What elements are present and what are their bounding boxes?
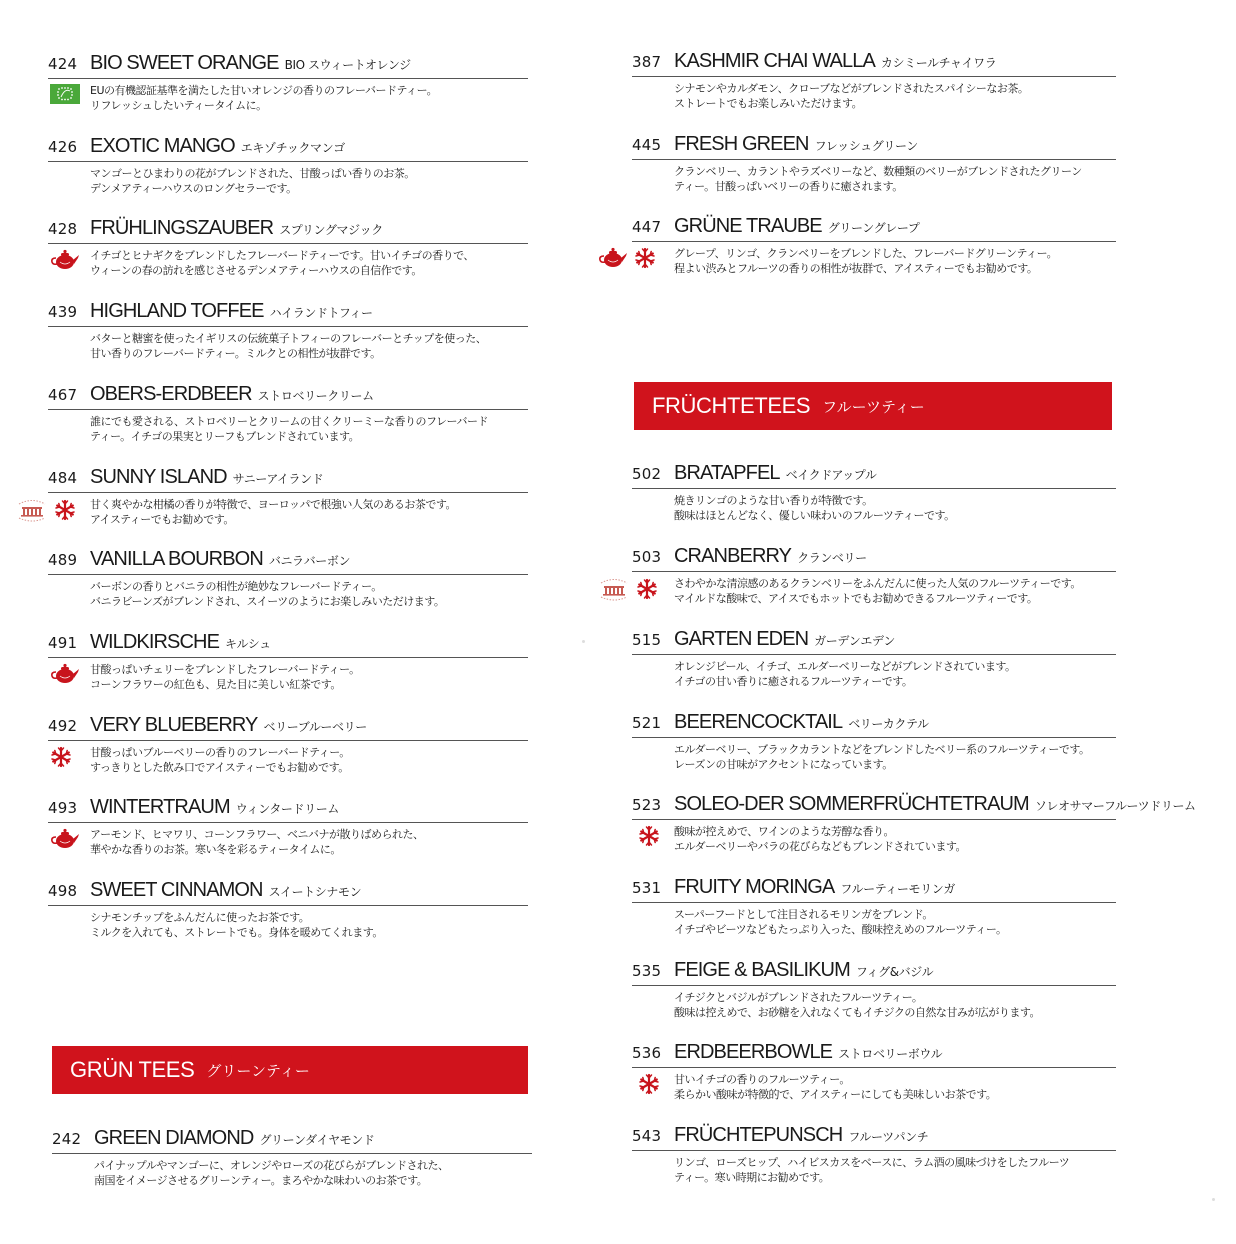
description-line: マンゴーとひまわりの花がブレンドされた、甘酸っぱい香りのお茶。 [90, 167, 415, 180]
product-description [632, 493, 1116, 523]
tea-entry-exotic-mango [48, 135, 528, 196]
description-line: イチゴやビーツなどもたっぷり入った、酸味控えめのフルーツティー。 [674, 923, 1007, 936]
description-line: 酸味はほとんどなく、優しい味わいのフルーツティーです。 [674, 509, 955, 522]
snowflake-icon [638, 1073, 660, 1095]
schonbrunn-seal-icon [16, 498, 48, 522]
description-line: 甘酸っぱいブルーベリーの香りのフレーバードティー。 [90, 746, 350, 759]
product-number: 491 [48, 634, 78, 652]
product-name-jp: サニーアイランド [232, 472, 324, 486]
tea-entry-erdbeerbowle [632, 1041, 1116, 1102]
tea-entry-kashmir-chai-walla [632, 50, 1116, 111]
description-line: ストレートでもお楽しみいただけます。 [674, 97, 863, 110]
description-line: オレンジピール、イチゴ、エルダーベリーなどがブレンドされています。 [674, 660, 1016, 673]
tea-entry-bratapfel [632, 462, 1116, 523]
product-description [48, 414, 528, 444]
entry-header [632, 876, 1116, 903]
product-number: 493 [48, 799, 78, 817]
description-line: バターと糖蜜を使ったイギリスの伝統菓子トフィーのフレーバーとチップを使った、 [90, 332, 487, 345]
snowflake-icon [54, 499, 76, 521]
product-name: EXOTIC MANGO [90, 135, 235, 157]
tea-entry-fruity-moringa [632, 876, 1116, 937]
description-line: 程よい渋みとフルーツの香りの相性が抜群で、アイスティーでもお勧めです。 [674, 262, 1038, 275]
product-name: GARTEN EDEN [674, 628, 809, 650]
product-name: GRÜNE TRAUBE [674, 215, 822, 237]
description-line: さわやかな清涼感のあるクランベリーをふんだんに使った人気のフルーツティーです。 [674, 577, 1081, 590]
description-line: 甘いイチゴの香りのフルーツティー。 [674, 1073, 850, 1086]
description-line: アーモンド、ヒマワリ、コーンフラワー、ベニバナが散りばめられた、 [90, 828, 424, 841]
product-icons [598, 247, 656, 269]
description-line: クランベリー、カラントやラズベリーなど、数種類のベリーがブレンドされたグリーン [674, 165, 1082, 178]
description-line: ウィーンの春の訪れを感じさせるデンメアティーハウスの自信作です。 [90, 264, 422, 277]
description-line: イチジクとバジルがブレンドされたフルーツティー。 [674, 991, 923, 1004]
entry-header [48, 135, 528, 162]
description-line: パイナップルやマンゴーに、オレンジやローズの花びらがブレンドされた、 [94, 1159, 449, 1172]
description-line: レーズンの甘味がアクセントになっています。 [674, 758, 893, 771]
product-name: FRUITY MORINGA [674, 876, 835, 898]
product-name-jp: ストロベリーボウル [838, 1047, 943, 1061]
product-number: 523 [632, 796, 662, 814]
teapot-icon [50, 249, 80, 271]
product-description [632, 164, 1116, 194]
snowflake-icon [634, 247, 656, 269]
product-number: 515 [632, 631, 662, 649]
product-name: FRÜCHTEPUNSCH [674, 1124, 843, 1146]
description-line: 酸味は控えめで、お砂糖を入れなくてもイチジクの自然な甘みが広がります。 [674, 1006, 1040, 1019]
description-line: バニラビーンズがブレンドされ、スイーツのようにお楽しみいただけます。 [90, 595, 445, 608]
scan-speck [1212, 1198, 1215, 1201]
product-icons [50, 828, 80, 850]
description-line: シナモンチップをふんだんに使ったお茶です。 [90, 911, 310, 924]
description-line: コーンフラワーの紅色も、見た目に美しい紅茶です。 [90, 678, 341, 691]
product-number: 498 [48, 882, 78, 900]
tea-entry-gr-ne-traube [632, 215, 1116, 276]
product-number: 467 [48, 386, 78, 404]
product-number: 447 [632, 218, 662, 236]
description-line: 華やかな香りのお茶。寒い冬を彩るティータイムに。 [90, 843, 341, 856]
entry-header [632, 50, 1116, 77]
product-description [48, 331, 528, 361]
tea-entry-wildkirsche [48, 631, 528, 692]
product-name-jp: ベリーカクテル [848, 717, 929, 731]
description-line: 甘酸っぱいチェリーをブレンドしたフレーバードティー。 [90, 663, 360, 676]
product-name: VANILLA BOURBON [90, 548, 263, 570]
entry-header [48, 714, 528, 741]
product-name: BEERENCOCKTAIL [674, 711, 843, 733]
tea-entry-beerencocktail [632, 711, 1116, 772]
product-name-jp: ハイランドトフィー [269, 306, 373, 320]
description-line: アイスティーでもお勧めです。 [90, 513, 234, 526]
entry-header [48, 300, 528, 327]
description-line: イチゴの甘い香りに癒されるフルーツティーです。 [674, 675, 913, 688]
tea-entry-obers-erdbeer [48, 383, 528, 444]
description-line: 南国をイメージさせるグリーンティー。まろやかな味わいのお茶です。 [94, 1174, 428, 1187]
product-name: FEIGE & BASILIKUM [674, 959, 850, 981]
section-banner-fruit-teas [634, 382, 1112, 430]
product-description [632, 742, 1116, 772]
product-description [48, 497, 528, 527]
description-line: 焼きリンゴのような甘い香りが特徴です。 [674, 494, 873, 507]
teapot-icon [50, 828, 80, 850]
product-description [48, 745, 528, 775]
product-description [632, 659, 1116, 689]
product-number: 484 [48, 469, 78, 487]
product-number: 426 [48, 138, 78, 156]
product-name: HIGHLAND TOFFEE [90, 300, 264, 322]
description-line: 甘く爽やかな柑橘の香りが特徴で、ヨーロッパで根強い人気のあるお茶です。 [90, 498, 456, 511]
product-description [48, 248, 528, 278]
tea-entry-sweet-cinnamon [48, 879, 528, 940]
product-icons [16, 498, 76, 522]
product-name: FRESH GREEN [674, 133, 809, 155]
product-name-jp: フレッシュグリーン [814, 139, 918, 153]
tea-entry-garten-eden [632, 628, 1116, 689]
product-name-jp: ウィンタードリーム [235, 802, 339, 816]
product-number: 492 [48, 717, 78, 735]
product-name-jp: フィグ&バジル [855, 965, 934, 979]
entry-header [632, 793, 1196, 820]
description-line: マイルドな酸味で、アイスでもホットでもお勧めできるフルーツティーです。 [674, 592, 1038, 605]
description-line: バーボンの香りとバニラの相性が絶妙なフレーバードティー。 [90, 580, 382, 593]
tea-entry-feige-basilikum [632, 959, 1116, 1020]
product-description [48, 83, 528, 113]
banner-title: GRÜN TEES [70, 1057, 195, 1082]
product-name: SWEET CINNAMON [90, 879, 263, 901]
entry-header [632, 1041, 1116, 1068]
product-name-jp: クランベリー [797, 551, 867, 565]
tea-entry-cranberry [632, 545, 1116, 606]
product-number: 535 [632, 962, 662, 980]
description-line: リンゴ、ローズヒップ、ハイビスカスをベースに、ラム酒の風味づけをしたフルーツ [674, 1156, 1070, 1169]
snowflake-icon [50, 746, 72, 768]
banner-title: FRÜCHTETEES [652, 393, 811, 418]
product-name: SUNNY ISLAND [90, 466, 227, 488]
tea-entry-highland-toffee [48, 300, 528, 361]
product-icons [598, 577, 658, 601]
snowflake-icon [638, 825, 660, 847]
product-description [52, 1158, 532, 1188]
product-icons [638, 825, 660, 847]
product-name: FRÜHLINGSZAUBER [90, 217, 274, 239]
entry-header [48, 466, 528, 493]
tea-entry-fresh-green [632, 133, 1116, 194]
product-description [632, 907, 1116, 937]
product-number: 502 [632, 465, 662, 483]
product-description [632, 990, 1116, 1020]
description-line: 甘い香りのフレーバードティー。ミルクとの相性が抜群です。 [90, 347, 381, 360]
snowflake-icon [636, 578, 658, 600]
entry-header [632, 133, 1116, 160]
product-description [48, 827, 528, 857]
entry-header [48, 383, 528, 410]
product-name: BIO SWEET ORANGE [90, 52, 279, 74]
product-name-jp: ストロベリークリーム [257, 389, 374, 403]
product-name-jp: ガーデンエデン [814, 634, 895, 648]
schonbrunn-seal-icon [598, 577, 630, 601]
description-line: シナモンやカルダモン、クローブなどがブレンドされたスパイシーなお茶。 [674, 82, 1029, 95]
description-line: イチゴとヒナギクをブレンドしたフレーバードティーです。甘いイチゴの香りで、 [90, 249, 474, 262]
description-line: EUの有機認証基準を満たした甘いオレンジの香りのフレーバードティー。 [90, 84, 438, 97]
product-name: SOLEO-DER SOMMERFRÜCHTETRAUM [674, 793, 1029, 815]
product-name: OBERS-ERDBEER [90, 383, 252, 405]
product-name-jp: グリーングレープ [827, 221, 920, 235]
tea-entry-bio-sweet-orange [48, 52, 528, 113]
description-line: ティー。イチゴの果実とリーフもブレンドされています。 [90, 430, 360, 443]
product-number: 387 [632, 53, 662, 71]
product-description [48, 579, 528, 609]
banner-subtitle: グリーンティー [206, 1061, 310, 1080]
entry-header [632, 462, 1116, 489]
description-line: 酸味が控えめで、ワインのような芳醇な香り。 [674, 825, 894, 838]
tea-entry-soleo-der-sommerfr-chtetraum [632, 793, 1196, 854]
product-name: BRATAPFEL [674, 462, 780, 484]
teapot-icon [50, 663, 80, 685]
product-name-jp: ベイクドアップル [785, 468, 877, 482]
product-icons [638, 1073, 660, 1095]
product-number: 543 [632, 1127, 662, 1145]
product-name-jp: スプリングマジック [279, 223, 383, 237]
product-description [632, 81, 1116, 111]
product-description [48, 662, 528, 692]
entry-header [48, 217, 528, 244]
product-number: 242 [52, 1130, 82, 1148]
description-line: ミルクを入れても、ストレートでも。身体を暖めてくれます。 [90, 926, 383, 939]
entry-header [632, 711, 1116, 738]
teapot-icon [598, 247, 628, 269]
description-line: スーパーフードとして注目されるモリンガをブレンド。 [674, 908, 933, 921]
entry-header [48, 796, 528, 823]
entry-header [52, 1127, 532, 1154]
description-line: デンメアティーハウスのロングセラーです。 [90, 182, 297, 195]
product-number: 424 [48, 55, 78, 73]
entry-header [48, 879, 528, 906]
product-name: KASHMIR CHAI WALLA [674, 50, 875, 72]
product-name: WILDKIRSCHE [90, 631, 220, 653]
product-name-jp: フルーティーモリンガ [840, 882, 955, 896]
product-name-jp: グリーンダイヤモンド [259, 1133, 375, 1147]
product-name-jp: カシミールチャイワラ [880, 56, 997, 70]
product-name: WINTERTRAUM [90, 796, 230, 818]
description-line: ティー。寒い時期にお勧めです。 [674, 1171, 830, 1184]
product-number: 428 [48, 220, 78, 238]
product-name-jp: ベリーブルーベリー [263, 720, 367, 734]
description-line: すっきりとした飲み口でアイスティーでもお勧めです。 [90, 761, 349, 774]
tea-entry-very-blueberry [48, 714, 528, 775]
tea-entry-wintertraum [48, 796, 528, 857]
entry-header [632, 545, 1116, 572]
product-description [48, 910, 528, 940]
product-description [632, 1072, 1116, 1102]
product-icons [50, 249, 80, 271]
product-name-jp: バニラバーボン [268, 554, 351, 568]
description-line: ティー。甘酸っぱいベリーの香りに癒されます。 [674, 180, 903, 193]
product-name: VERY BLUEBERRY [90, 714, 258, 736]
product-number: 521 [632, 714, 662, 732]
description-line: グレープ、リンゴ、クランベリーをブレンドした、フレーバードグリーンティー。 [674, 247, 1058, 260]
product-icons [50, 663, 80, 685]
product-number: 536 [632, 1044, 662, 1062]
product-description [632, 246, 1116, 276]
tea-entry-green-diamond [52, 1127, 532, 1188]
tea-entry-sunny-island [48, 466, 528, 527]
product-name: CRANBERRY [674, 545, 792, 567]
tea-entry-fr-hlingszauber [48, 217, 528, 278]
product-name-jp: キルシュ [225, 637, 271, 651]
product-name-jp: BIO スウィートオレンジ [284, 58, 411, 72]
product-name-jp: スイートシナモン [268, 885, 362, 899]
product-name: GREEN DIAMOND [94, 1127, 254, 1149]
entry-header [632, 628, 1116, 655]
description-line: エルダーベリーやバラの花びらなどもブレンドされています。 [674, 840, 966, 853]
description-line: リフレッシュしたいティータイムに。 [90, 99, 267, 112]
entry-header [48, 631, 528, 658]
product-number: 489 [48, 551, 78, 569]
tea-entry-fr-chtepunsch [632, 1124, 1116, 1185]
product-description [632, 824, 1116, 854]
eu-organic-leaf-icon [50, 84, 80, 104]
description-line: 柔らかい酸味が特徴的で、アイスティーにしても美味しいお茶です。 [674, 1088, 997, 1101]
description-line: エルダーベリー、ブラックカラントなどをブレンドしたベリー系のフルーツティーです。 [674, 743, 1090, 756]
product-name-jp: ソレオサマーフルーツドリーム [1034, 799, 1196, 813]
product-number: 531 [632, 879, 662, 897]
product-description [48, 166, 528, 196]
product-number: 445 [632, 136, 662, 154]
product-number: 503 [632, 548, 662, 566]
product-name-jp: エキゾチックマンゴ [240, 141, 345, 155]
description-line: 誰にでも愛される、ストロベリーとクリームの甘くクリーミーな香りのフレーバード [90, 415, 489, 428]
product-name-jp: フルーツパンチ [848, 1130, 929, 1144]
product-name: ERDBEERBOWLE [674, 1041, 833, 1063]
entry-header [48, 52, 528, 79]
entry-header [48, 548, 528, 575]
product-description [632, 576, 1116, 606]
tea-entry-vanilla-bourbon [48, 548, 528, 609]
product-description [632, 1155, 1116, 1185]
entry-header [632, 1124, 1116, 1151]
section-banner-green-teas [52, 1046, 528, 1094]
product-number: 439 [48, 303, 78, 321]
entry-header [632, 959, 1116, 986]
banner-subtitle: フルーツティー [822, 397, 925, 416]
entry-header [632, 215, 1116, 242]
product-icons [50, 746, 72, 768]
scan-speck [582, 640, 585, 643]
product-icons [50, 84, 80, 104]
